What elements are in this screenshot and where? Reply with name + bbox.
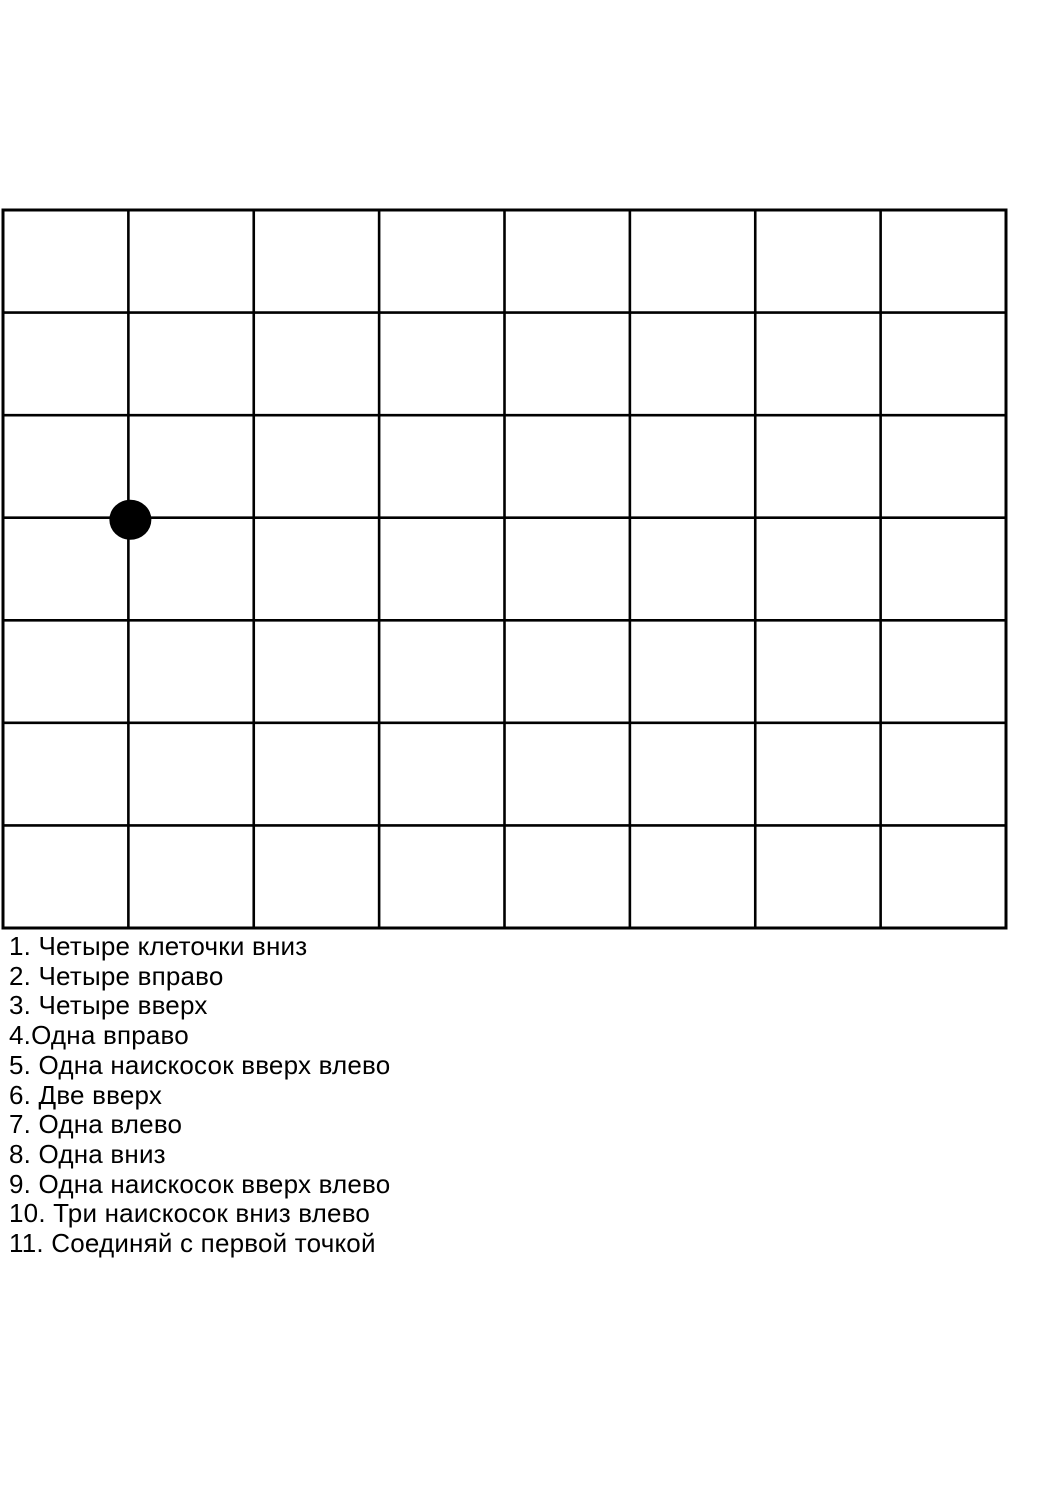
grid-lines — [2, 209, 1008, 930]
instruction-item-1: 1. Четыре клеточки вниз — [9, 931, 308, 961]
instruction-item-3: 3. Четыре вверх — [9, 990, 208, 1021]
instruction-item-11: 11. Соединяй с первой точкой — [9, 1228, 376, 1259]
instructions-list — [9, 932, 390, 1259]
instruction-item-4: 4.Одна вправо — [9, 1020, 189, 1051]
instruction-item-9: 9. Одна наискосок вверх влево — [9, 1168, 391, 1199]
drawing-grid — [0, 207, 1010, 931]
start-dot — [109, 500, 151, 540]
instruction-item-2: 2. Четыре вправо — [9, 960, 224, 991]
instruction-item-7: 7. Одна влево — [9, 1109, 183, 1140]
instruction-item-10: 10. Три наискосок вниз влево — [9, 1198, 371, 1229]
instruction-item-6: 6. Две вверх — [9, 1079, 163, 1110]
instruction-item-5: 5. Одна наискосок вверх влево — [9, 1049, 391, 1080]
instruction-item-8: 8. Одна вниз — [9, 1138, 166, 1169]
